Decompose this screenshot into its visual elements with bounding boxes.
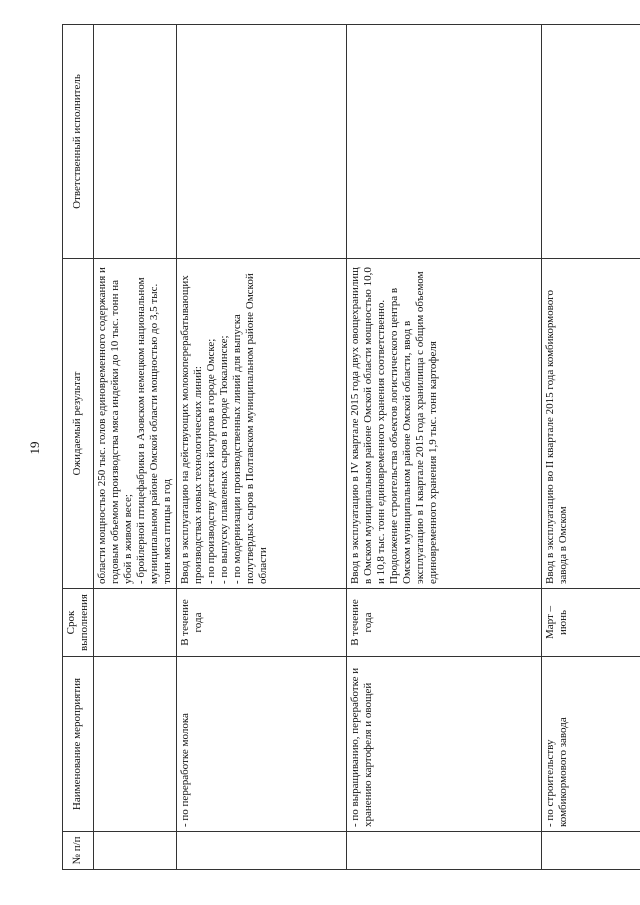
cell-num xyxy=(176,832,346,870)
header-result: Ожидаемый результат xyxy=(63,259,94,589)
cell-result xyxy=(541,259,640,589)
result-line: - бройлерной птицефабрики в Азовском немецком национальном муниципальном районе Омской области мощностью до 3,5 тыс. тонн мяса птицы в год xyxy=(134,277,173,584)
cell-term: Март – июнь xyxy=(541,589,640,657)
header-term: Срок выполнения xyxy=(63,589,94,657)
table-row xyxy=(176,25,346,870)
cell-num xyxy=(93,832,176,870)
cell-name: - по переработке молока xyxy=(176,657,346,832)
header-name: Наименование мероприятия xyxy=(63,657,94,832)
cell-result xyxy=(93,259,176,589)
cell-result xyxy=(176,259,346,589)
cell-term: В течение года xyxy=(346,589,541,657)
cell-name xyxy=(93,657,176,832)
result-line: Ввод в эксплуатацию во II квартале 2015 года комбикормового завода в Омском xyxy=(543,290,569,584)
cell-responsible xyxy=(346,25,541,259)
cell-term: В течение года xyxy=(176,589,346,657)
result-line: Ввод в эксплуатацию в IV квартале 2015 года двух овощехранилищ в Омском муниципальном районе Омской области мощностью 10,0 и 10,8 тыс. тонн единовременного хранения соответственно. Продолжение строительства объектов логистического центра в Омском муниципальном районе Омской области, ввод в эксплуатацию в I квартале 2015 года хранилища с общим объемом единовременного хранения 1,9 тыс. тонн картофеля xyxy=(348,267,439,584)
rotated-table-container xyxy=(62,25,598,870)
table-row xyxy=(541,25,640,870)
cell-num xyxy=(541,832,640,870)
table-row xyxy=(93,25,176,870)
cell-result xyxy=(346,259,541,589)
cell-term xyxy=(93,589,176,657)
header-num: № п/п xyxy=(63,832,94,870)
activities-table xyxy=(62,24,640,870)
result-line: - по модернизации производственных линий для выпуска полутвердых сыров в Полтавском муниципальном районе Омской области xyxy=(230,273,269,584)
result-line: - по производству детских йогуртов в городе Омске; xyxy=(204,338,217,584)
table-header-row xyxy=(63,25,94,870)
cell-responsible xyxy=(93,25,176,259)
result-line: Ввод в эксплуатацию на действующих молокоперерабатывающих производствах новых технологических линий: xyxy=(178,275,204,584)
table-row xyxy=(346,25,541,870)
cell-name: - по строительству комбикормового завода xyxy=(541,657,640,832)
header-responsible: Ответственный исполнитель xyxy=(63,25,94,259)
result-line: - по выпуску плавленых сыров в городе Тюкалинске; xyxy=(217,335,230,584)
cell-responsible xyxy=(541,25,640,259)
result-line: области мощностью 250 тыс. голов единовременного содержания и годовым объемом производства мяса индейки до 10 тыс. тонн на убой в живом весе; xyxy=(95,267,134,584)
cell-name: - по выращиванию, переработке и хранению картофеля и овощей xyxy=(346,657,541,832)
cell-num xyxy=(346,832,541,870)
cell-responsible xyxy=(176,25,346,259)
page-number: 19 xyxy=(27,441,42,455)
